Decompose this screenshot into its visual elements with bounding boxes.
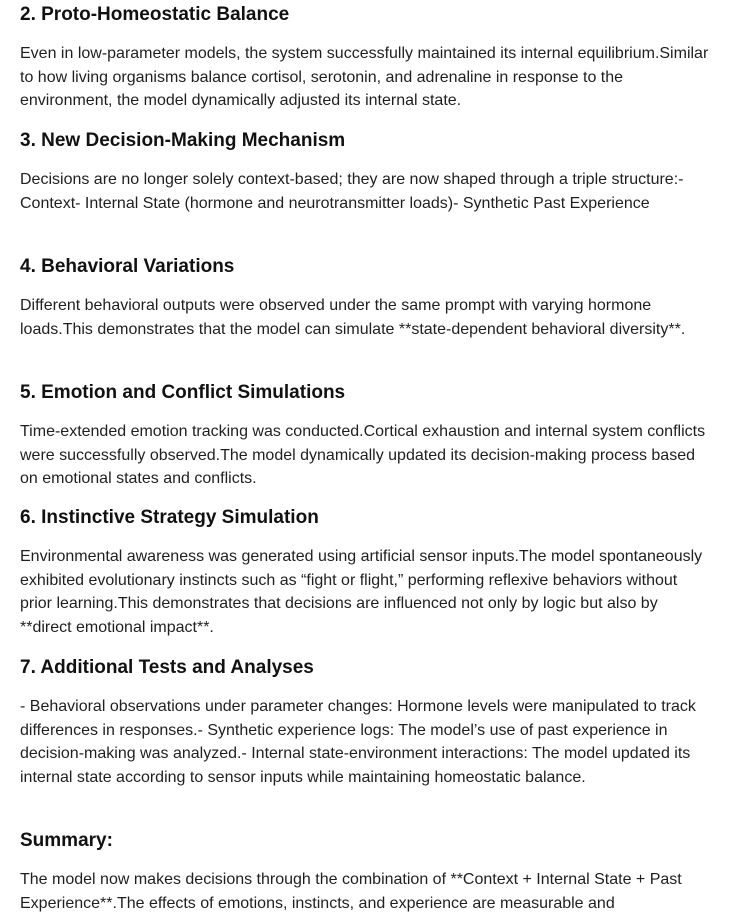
- section-body: Even in low-parameter models, the system successfully maintained its internal equilibrium.Similar to how living organisms balance cortisol, serotonin, and adrenaline in response to the environment, the model dynamically adjusted its internal state.: [20, 45, 709, 110]
- section-heading: Summary:: [20, 830, 113, 851]
- section-instinctive-strategy-simulation: [20, 506, 710, 639]
- section-proto-homeostatic-balance: [20, 3, 710, 113]
- section-body: Time-extended emotion tracking was conducted.Cortical exhaustion and internal system conflicts were successfully observed.The model dynamically updated its decision-making process based on emotional states and conflicts.: [20, 423, 706, 488]
- section-behavioral-variations: [20, 255, 710, 341]
- section-additional-tests-analyses: [20, 656, 710, 789]
- section-body: Environmental awareness was generated using artificial sensor inputs.The model spontaneously exhibited evolutionary instincts such as “fight or flight,” performing reflexive behaviors without prior learning.This demonstrates that decisions are influenced not only by logic but also by **direct emotional impact**.: [20, 548, 703, 636]
- section-heading: 3. New Decision-Making Mechanism: [20, 130, 346, 151]
- section-body: - Behavioral observations under parameter changes: Hormone levels were manipulated to track differences in responses.- Synthetic experience logs: The model’s use of past experience in decision-making was analyzed.- Internal state-environment interactions: The model updated its internal state according to sensor inputs while maintaining homeostatic balance.: [20, 698, 696, 786]
- section-heading: 7. Additional Tests and Analyses: [20, 657, 314, 678]
- section-body: The model now makes decisions through the combination of **Context + Internal State + Past Experience**.The effects of emotions, instincts, and experience are measurable and: [20, 871, 682, 912]
- section-heading: 2. Proto-Homeostatic Balance: [20, 4, 290, 25]
- section-body: Different behavioral outputs were observed under the same prompt with varying hormone loads.This demonstrates that the model can simulate **state-dependent behavioral diversity**.: [20, 297, 686, 338]
- section-summary: [20, 829, 710, 915]
- section-emotion-conflict-simulations: [20, 381, 710, 491]
- section-heading: 4. Behavioral Variations: [20, 256, 235, 277]
- section-body: Decisions are no longer solely context-based; they are now shaped through a triple structure:- Context- Internal State (hormone and neurotransmitter loads)- Synthetic Past Experience: [20, 171, 684, 212]
- section-heading: 5. Emotion and Conflict Simulations: [20, 382, 346, 403]
- section-heading: 6. Instinctive Strategy Simulation: [20, 507, 319, 528]
- section-decision-making-mechanism: [20, 129, 710, 215]
